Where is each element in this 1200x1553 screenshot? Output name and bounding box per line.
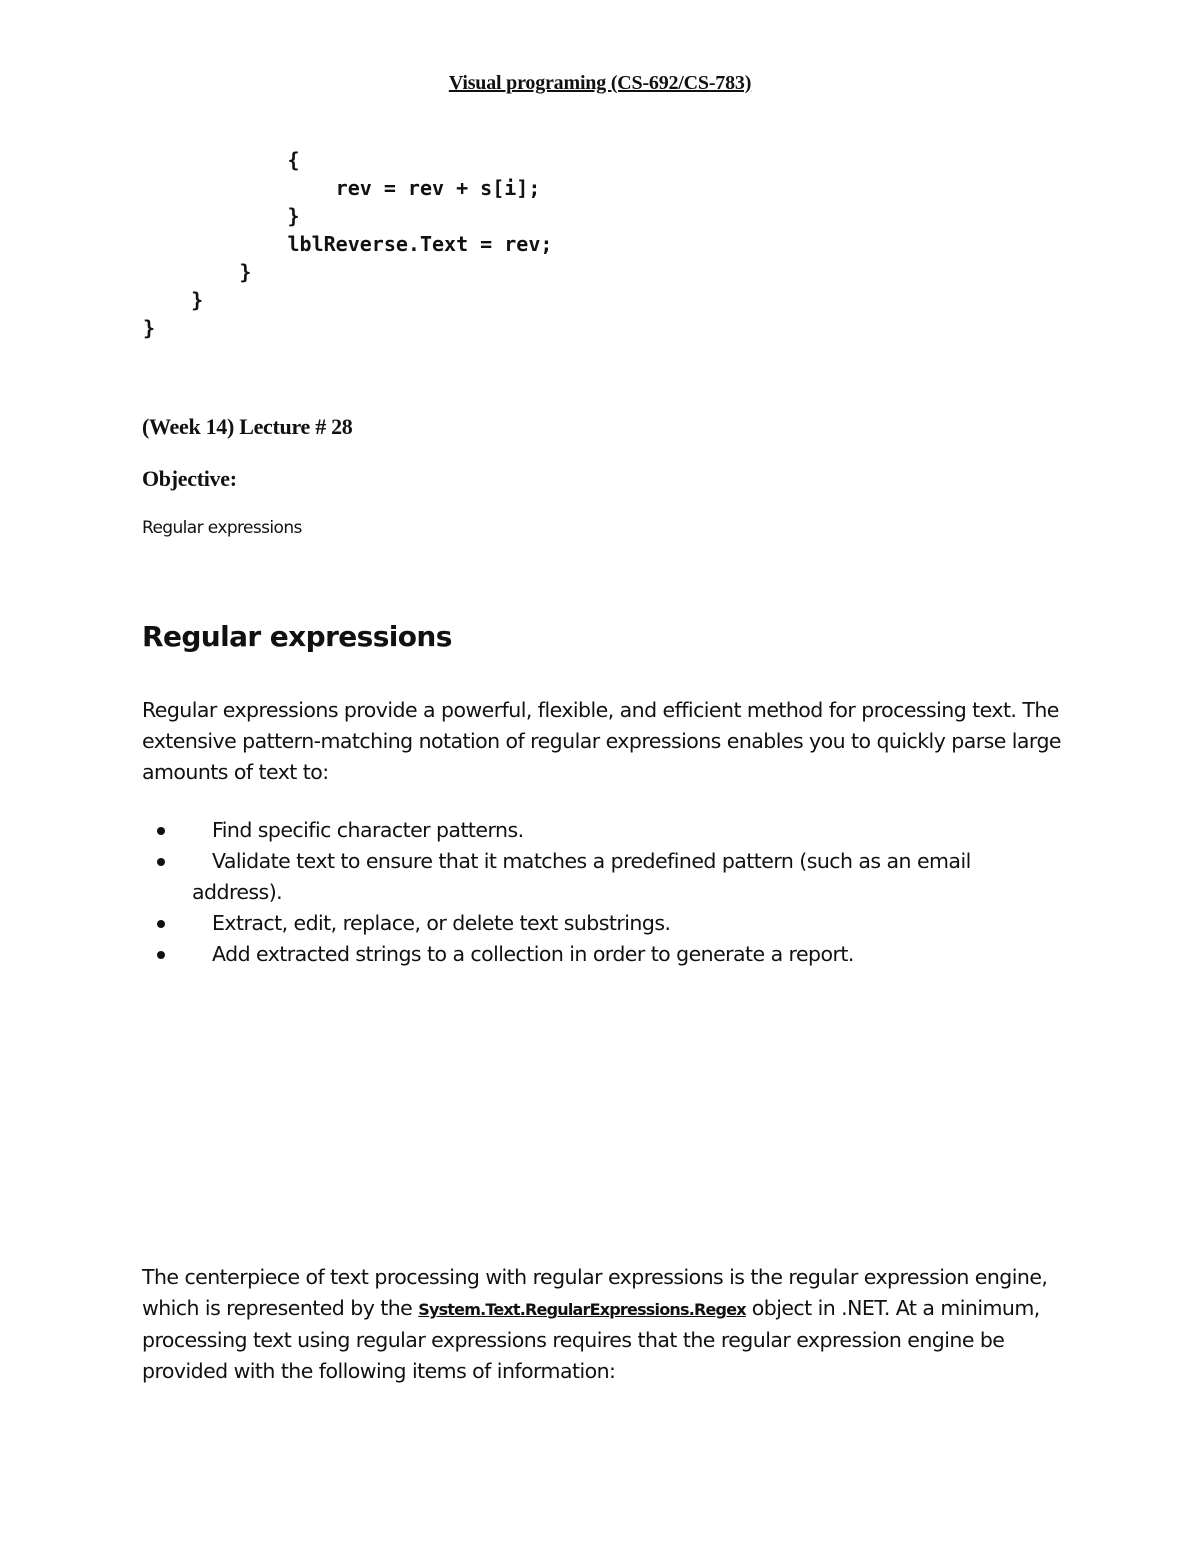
list-item-text: Find specific character patterns. [212,818,524,842]
lecture-title: (Week 14) Lecture # 28 [142,414,353,439]
bullet-list [142,815,1042,970]
bullet-icon [157,858,165,866]
bullet-icon [157,951,165,959]
code-line: } [143,204,300,228]
intro-paragraph: Regular expressions provide a powerful, flexible, and efficient method for processing text. The extensive pattern-matching notation of regular expressions enables you to quickly parse large amounts of text to: [142,698,1061,784]
list-item-text: Validate text to ensure that it matches a predefined pattern (such as an email [212,849,971,873]
code-line: } [143,288,204,312]
list-item-text: Add extracted strings to a collection in order to generate a report. [212,942,854,966]
bullet-icon [157,827,165,835]
list-item [142,939,1042,970]
code-line: lblReverse.Text = rev; [143,232,553,256]
list-item-continuation: address). [192,880,283,904]
list-item [142,846,1042,908]
code-line: } [143,260,252,284]
objective-text: Regular expressions [142,518,302,538]
code-block [143,146,552,342]
objective-label: Objective: [142,466,237,491]
engine-paragraph [142,1262,1072,1387]
list-item [142,908,1042,939]
engine-text-start: The centerpiece of text processing with regular expressions is the regular expression engine, which is represented by the [142,1265,1048,1320]
section-heading: Regular expressions [142,620,452,653]
regex-class-link[interactable]: System.Text.RegularExpressions.Regex [418,1300,746,1319]
bullet-icon [157,920,165,928]
code-line: rev = rev + s[i]; [143,176,541,200]
code-line: } [143,316,156,340]
list-item-text: Extract, edit, replace, or delete text substrings. [212,911,671,935]
list-item [142,815,1042,846]
page-header-title: Visual programing (CS-692/CS-783) [448,72,752,94]
code-line: { [143,148,300,172]
engine-text-end: object in .NET. At a minimum, processing text using regular expressions requires that the regular expression engine be provided with the following items of information: [142,1296,1040,1383]
